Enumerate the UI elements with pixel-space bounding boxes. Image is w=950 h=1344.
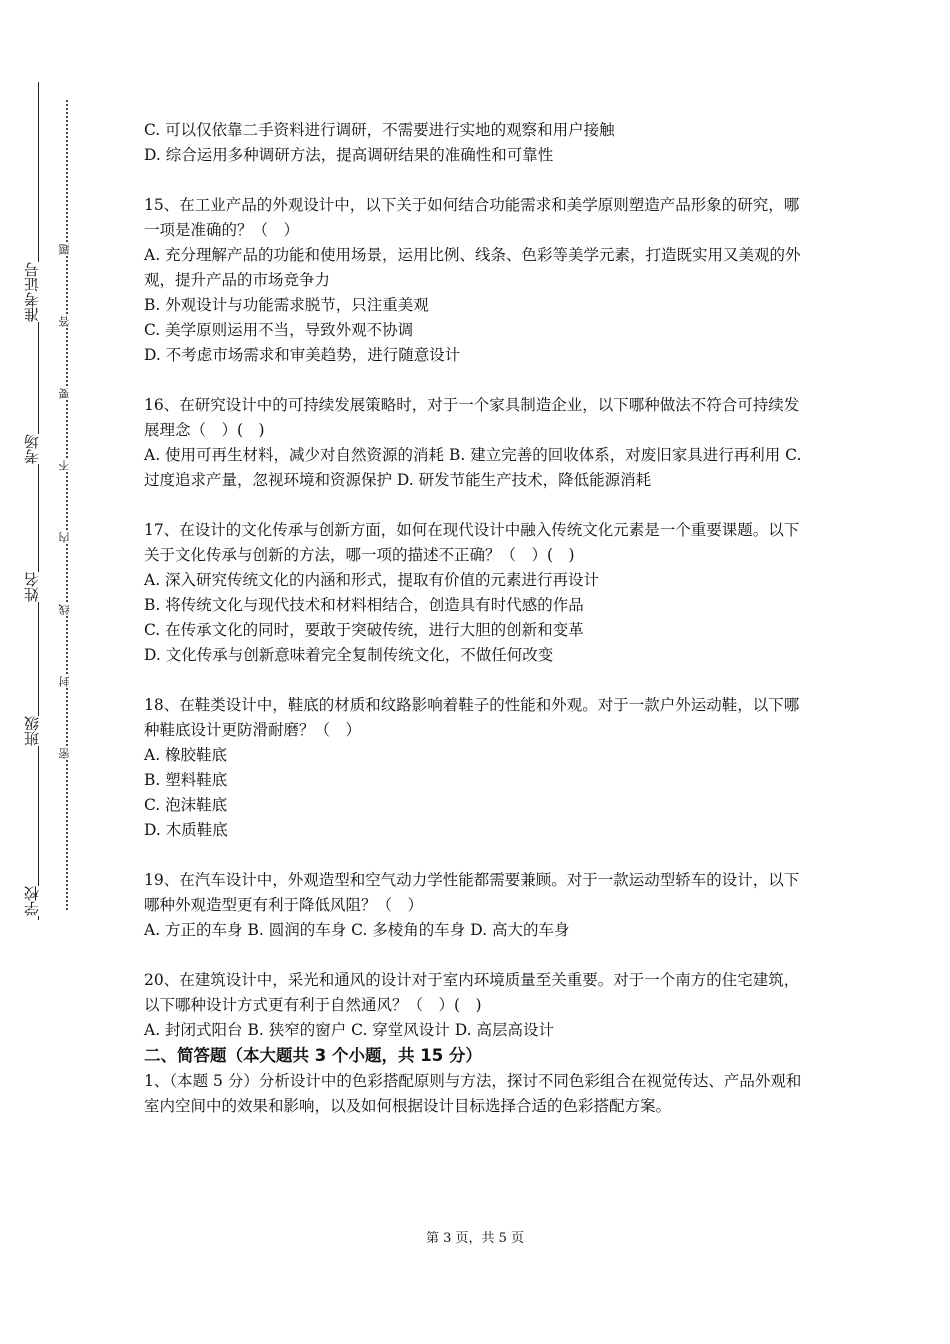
label-name: 姓名	[22, 572, 54, 602]
exam-content	[144, 118, 810, 1119]
label-class: 班级	[22, 716, 54, 746]
section-heading: 二、简答题（本大题共 3 个小题，共 15 分）	[144, 1046, 482, 1065]
seal-word: 题	[58, 244, 74, 255]
option-text: A. 充分理解产品的功能和使用场景，运用比例、线条、色彩等美学元素，打造既实用又美观的外观，提升产品的市场竞争力	[144, 246, 801, 289]
option-text: A. 方正的车身 B. 圆润的车身 C. 多棱角的车身 D. 高大的车身	[144, 921, 570, 939]
option-text: C. 泡沫鞋底	[144, 796, 228, 814]
question-17	[144, 518, 810, 668]
page-footer: 第 3 页，共 5 页	[425, 1231, 525, 1246]
option-text: B. 塑料鞋底	[144, 771, 228, 789]
question-stem: 16、在研究设计中的可持续发展策略时，对于一个家具制造企业，以下哪种做法不符合可持续发展理念（ ）( )	[144, 396, 800, 439]
option-text: A. 使用可再生材料，减少对自然资源的消耗 B. 建立完善的回收体系，对废旧家具进行再利用 C. 过度追求产量，忽视环境和资源保护 D. 研发节能生产技术，降低能源消耗	[144, 446, 802, 489]
binding-solid-line	[38, 82, 39, 920]
short-answer-question-1: 1、（本题 5 分）分析设计中的色彩搭配原则与方法，探讨不同色彩组合在视觉传达、产品外观和室内空间中的效果和影响，以及如何根据设计目标选择合适的色彩搭配方案。	[144, 1072, 802, 1115]
question-stem: 20、在建筑设计中，采光和通风的设计对于室内环境质量至关重要。对于一个南方的住宅建筑，以下哪种设计方式更有利于自然通风？（ ）( )	[144, 971, 800, 1014]
label-exam-room: 考场	[22, 434, 54, 464]
question-stem: 19、在汽车设计中，外观造型和空气动力学性能都需要兼顾。对于一款运动型轿车的设计，以下哪种外观造型更有利于降低风阻？（ ）	[144, 871, 800, 914]
seal-word: 密	[58, 748, 74, 759]
label-exam-number: 准考证号	[22, 262, 54, 322]
question-15	[144, 193, 810, 368]
option-text: C. 在传承文化的同时，要敢于突破传统，进行大胆的创新和变革	[144, 621, 584, 639]
option-text: D. 木质鞋底	[144, 821, 228, 839]
question-stem: 15、在工业产品的外观设计中，以下关于如何结合功能需求和美学原则塑造产品形象的研究，哪一项是准确的？（ ）	[144, 196, 800, 239]
option-text: A. 深入研究传统文化的内涵和形式，提取有价值的元素进行再设计	[144, 571, 600, 589]
question-18	[144, 693, 810, 843]
label-school: 学校	[22, 886, 54, 916]
seal-word: 要	[58, 388, 74, 399]
option-text: B. 外观设计与功能需求脱节，只注重美观	[144, 296, 429, 314]
seal-word: 封	[58, 676, 74, 687]
option-text: D. 文化传承与创新意味着完全复制传统文化，不做任何改变	[144, 646, 554, 664]
seal-word: 不	[58, 460, 74, 471]
option-text: B. 将传统文化与现代技术和材料相结合，创造具有时代感的作品	[144, 596, 584, 614]
seal-word: 内	[58, 532, 74, 543]
option-text: A. 封闭式阳台 B. 狭窄的窗户 C. 穿堂风设计 D. 高层高设计	[144, 1021, 554, 1039]
option-text: D. 综合运用多种调研方法，提高调研结果的准确性和可靠性	[144, 146, 554, 164]
question-20	[144, 968, 810, 1043]
question-stem: 17、在设计的文化传承与创新方面，如何在现代设计中融入传统文化元素是一个重要课题。以下关于文化传承与创新的方法，哪一项的描述不正确？（ ）( )	[144, 521, 800, 564]
seal-word: 答	[58, 316, 74, 327]
question-16	[144, 393, 810, 493]
option-text: C. 美学原则运用不当，导致外观不协调	[144, 321, 414, 339]
option-text: D. 不考虑市场需求和审美趋势，进行随意设计	[144, 346, 461, 364]
option-text: C. 可以仅依靠二手资料进行调研，不需要进行实地的观察和用户接触	[144, 121, 615, 139]
seal-word: 线	[58, 604, 74, 615]
seal-dotted-line	[66, 100, 68, 910]
question-stem: 18、在鞋类设计中，鞋底的材质和纹路影响着鞋子的性能和外观。对于一款户外运动鞋，以下哪种鞋底设计更防滑耐磨？（ ）	[144, 696, 800, 739]
option-text: A. 橡胶鞋底	[144, 746, 228, 764]
question-19	[144, 868, 810, 943]
